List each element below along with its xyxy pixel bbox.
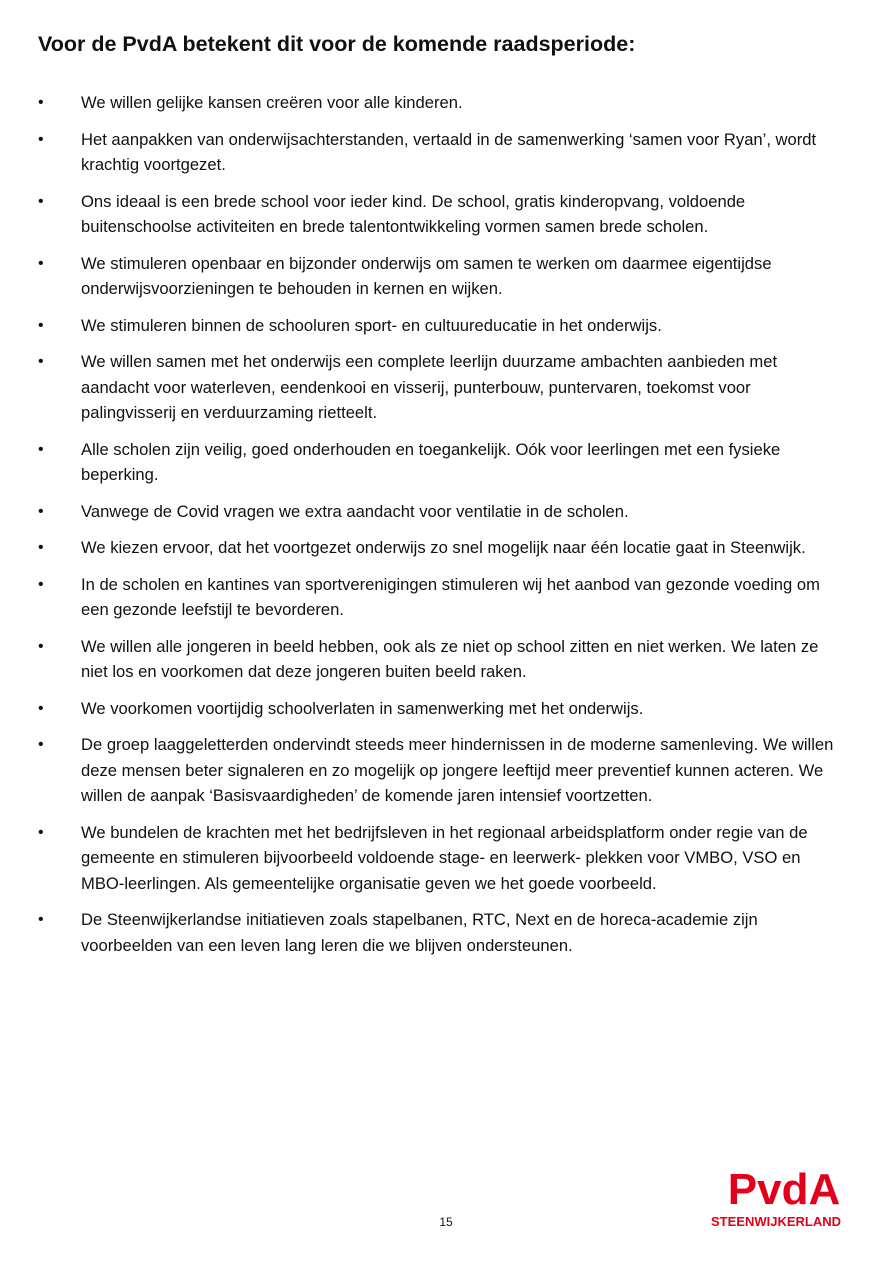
list-item-text: De groep laaggeletterden ondervindt steeds meer hindernissen in de moderne samenleving. We willen deze mensen beter signaleren en zo mogelijk op jongere leeftijd meer preventief kunnen acteren. We willen de aanpak ‘Basisvaardigheden’ de komende jaren intensief voortzetten.	[81, 735, 834, 805]
bullet-icon: •	[38, 637, 44, 655]
bullet-icon: •	[38, 440, 44, 458]
list-item	[38, 572, 848, 623]
logo-subtitle: STEENWIJKERLAND	[710, 1214, 842, 1229]
bullet-icon: •	[38, 94, 44, 111]
list-item-text: De Steenwijkerlandse initiatieven zoals stapelbanen, RTC, Next en de horeca-academie zijn voorbeelden van een leven lang leren die we blijven ondersteunen.	[81, 910, 758, 955]
list-item	[38, 251, 848, 302]
bullet-icon: •	[38, 353, 44, 370]
logo-wordmark: PvdA	[727, 1165, 841, 1214]
list-item	[38, 189, 848, 240]
list-item	[38, 90, 848, 116]
list-item	[38, 499, 848, 525]
list-item-text: We bundelen de krachten met het bedrijfsleven in het regionaal arbeidsplatform onder regie van de gemeente en stimuleren bijvoorbeeld voldoende stage- en leerwerk- plekken voor VMBO, VSO en MBO-leerlingen. Als gemeentelijke organisatie geven we het goede voorbeeld.	[81, 822, 808, 893]
list-item-text: Het aanpakken van onderwijsachterstanden, vertaald in de samenwerking ‘samen voor Ryan’, wordt krachtig voortgezet.	[81, 129, 817, 174]
bullet-icon: •	[38, 130, 44, 148]
bullet-icon: •	[38, 192, 44, 210]
bullet-icon: •	[38, 316, 44, 334]
list-item-text: We willen alle jongeren in beeld hebben, ook als ze niet op school zitten en niet werken. We laten ze niet los en voorkomen dat deze jongeren buiten beeld raken.	[81, 636, 819, 681]
list-item-text: We stimuleren openbaar en bijzonder onderwijs om samen te werken om daarmee eigentijdse onderwijsvoorzieningen te behouden in kernen en wijken.	[81, 253, 772, 298]
list-item	[38, 907, 848, 958]
pvda-logo-icon	[696, 1158, 852, 1232]
bullet-icon: •	[38, 911, 44, 928]
list-item	[38, 696, 848, 722]
list-item-text: We willen samen met het onderwijs een complete leerlijn duurzame ambachten aanbieden met aandacht voor waterleven, eendenkooi en visserij, punterbouw, puntervaren, toekomst voor palingvisserij en verduurzaming rietteelt.	[81, 352, 778, 422]
list-item-text: We voorkomen voortijdig schoolverlaten in samenwerking met het onderwijs.	[81, 698, 644, 718]
list-item-text: Ons ideaal is een brede school voor ieder kind. De school, gratis kinderopvang, voldoende buitenschoolse activiteiten en brede talentontwikkeling vormen samen brede scholen.	[81, 191, 746, 236]
bullet-list	[38, 90, 848, 969]
bullet-icon: •	[38, 539, 44, 556]
list-item	[38, 634, 848, 685]
list-item-text: We stimuleren binnen de schooluren sport- en cultuureducatie in het onderwijs.	[81, 315, 662, 335]
list-item	[38, 127, 848, 178]
list-item-text: Vanwege de Covid vragen we extra aandacht voor ventilatie in de scholen.	[81, 501, 629, 521]
list-item-text: Alle scholen zijn veilig, goed onderhouden en toegankelijk. Oók voor leerlingen met een fysieke beperking.	[81, 439, 781, 484]
bullet-icon: •	[38, 254, 44, 272]
page-title: Voor de PvdA betekent dit voor de komende raadsperiode:	[38, 32, 636, 56]
list-item-text: We willen gelijke kansen creëren voor alle kinderen.	[81, 93, 463, 112]
list-item	[38, 732, 848, 809]
list-item	[38, 535, 848, 561]
list-item	[38, 437, 848, 488]
bullet-icon: •	[38, 575, 44, 593]
list-item	[38, 820, 848, 897]
bullet-icon: •	[38, 736, 44, 753]
list-item-text: We kiezen ervoor, dat het voortgezet onderwijs zo snel mogelijk naar één locatie gaat in Steenwijk.	[81, 538, 806, 557]
list-item	[38, 313, 848, 339]
list-item-text: In de scholen en kantines van sportverenigingen stimuleren wij het aanbod van gezonde voeding om een gezonde leefstijl te bevorderen.	[81, 574, 820, 619]
bullet-icon: •	[38, 823, 44, 841]
bullet-icon: •	[38, 502, 44, 520]
list-item	[38, 349, 848, 426]
bullet-icon: •	[38, 699, 44, 717]
page-number: 15	[439, 1215, 453, 1229]
pvda-logo	[696, 1158, 852, 1232]
